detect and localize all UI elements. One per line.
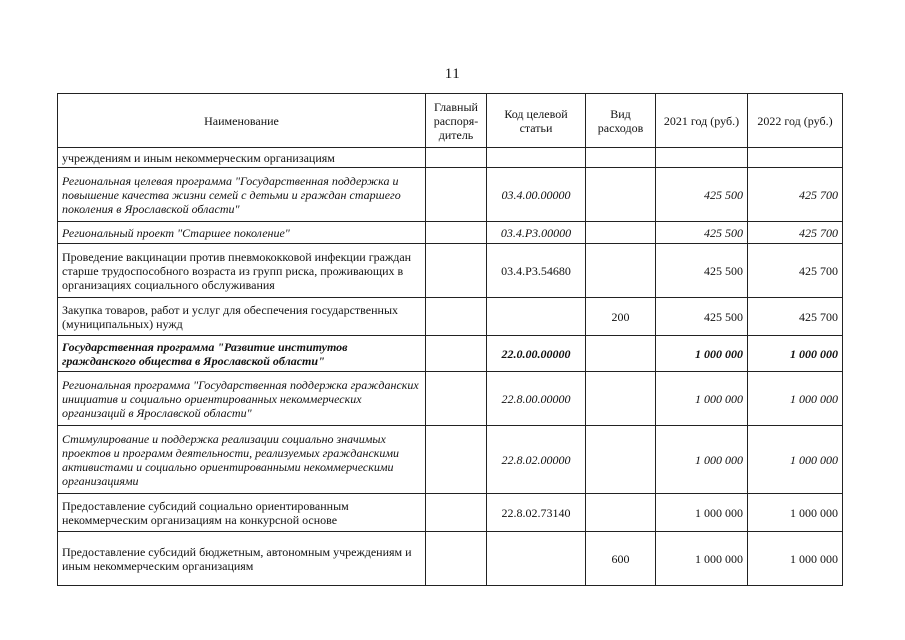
chief-cell xyxy=(426,372,487,426)
name-cell: Региональная программа "Государственная поддержка гражданских инициатив и социально ориентированных некоммерческих организаций в Ярославской области" xyxy=(58,372,426,426)
amount-2021-cell xyxy=(656,148,748,168)
table-row xyxy=(58,298,843,336)
header-kind: Вид расходов xyxy=(586,94,656,148)
chief-cell xyxy=(426,244,487,298)
code-cell: 03.4.Р3.00000 xyxy=(487,222,586,244)
name-cell: Региональная целевая программа "Государственная поддержка и повышение качества жизни семей с детьми и граждан старшего поколения в Ярославской области" xyxy=(58,168,426,222)
kind-cell xyxy=(586,494,656,532)
code-cell: 03.4.Р3.54680 xyxy=(487,244,586,298)
amount-2022-cell: 1 000 000 xyxy=(748,532,843,586)
page-number: 11 xyxy=(444,66,461,82)
table-row xyxy=(58,244,843,298)
table-header-row xyxy=(58,94,843,148)
amount-2022-cell: 425 700 xyxy=(748,168,843,222)
amount-2021-cell: 1 000 000 xyxy=(656,372,748,426)
name-cell: учреждениям и иным некоммерческим организациям xyxy=(58,148,426,168)
chief-cell xyxy=(426,336,487,372)
chief-cell xyxy=(426,494,487,532)
amount-2021-cell: 1 000 000 xyxy=(656,532,748,586)
header-2021: 2021 год (руб.) xyxy=(656,94,748,148)
amount-2021-cell: 425 500 xyxy=(656,244,748,298)
kind-cell xyxy=(586,148,656,168)
name-cell: Региональный проект "Старшее поколение" xyxy=(58,222,426,244)
amount-2022-cell: 425 700 xyxy=(748,244,843,298)
code-cell: 22.0.00.00000 xyxy=(487,336,586,372)
amount-2021-cell: 425 500 xyxy=(656,222,748,244)
table-row xyxy=(58,426,843,494)
amount-2021-cell: 425 500 xyxy=(656,168,748,222)
name-cell: Предоставление субсидий бюджетным, автономным учреждениям и иным некоммерческим организациям xyxy=(58,532,426,586)
name-cell: Предоставление субсидий социально ориентированным некоммерческим организациям на конкурсной основе xyxy=(58,494,426,532)
table-row xyxy=(58,336,843,372)
code-cell: 22.8.02.73140 xyxy=(487,494,586,532)
amount-2021-cell: 1 000 000 xyxy=(656,494,748,532)
amount-2021-cell: 1 000 000 xyxy=(656,336,748,372)
name-cell: Проведение вакцинации против пневмококковой инфекции граждан старше трудоспособного возраста из групп риска, проживающих в организациях социального обслуживания xyxy=(58,244,426,298)
amount-2022-cell: 1 000 000 xyxy=(748,426,843,494)
kind-cell xyxy=(586,426,656,494)
table-row xyxy=(58,532,843,586)
amount-2021-cell: 425 500 xyxy=(656,298,748,336)
code-cell xyxy=(487,298,586,336)
header-2022: 2022 год (руб.) xyxy=(748,94,843,148)
code-cell xyxy=(487,532,586,586)
chief-cell xyxy=(426,532,487,586)
code-cell: 22.8.02.00000 xyxy=(487,426,586,494)
kind-cell xyxy=(586,244,656,298)
amount-2022-cell: 1 000 000 xyxy=(748,336,843,372)
chief-cell xyxy=(426,298,487,336)
kind-cell xyxy=(586,222,656,244)
table-row xyxy=(58,148,843,168)
chief-cell xyxy=(426,168,487,222)
table-row xyxy=(58,222,843,244)
amount-2022-cell: 1 000 000 xyxy=(748,372,843,426)
kind-cell xyxy=(586,336,656,372)
name-cell: Закупка товаров, работ и услуг для обеспечения государственных (муниципальных) нужд xyxy=(58,298,426,336)
header-name: Наименование xyxy=(58,94,426,148)
chief-cell xyxy=(426,426,487,494)
table-row xyxy=(58,494,843,532)
table-row xyxy=(58,372,843,426)
kind-cell: 200 xyxy=(586,298,656,336)
name-cell: Государственная программа "Развитие институтов гражданского общества в Ярославской области" xyxy=(58,336,426,372)
chief-cell xyxy=(426,222,487,244)
chief-cell xyxy=(426,148,487,168)
amount-2021-cell: 1 000 000 xyxy=(656,426,748,494)
amount-2022-cell xyxy=(748,148,843,168)
amount-2022-cell: 1 000 000 xyxy=(748,494,843,532)
kind-cell: 600 xyxy=(586,532,656,586)
amount-2022-cell: 425 700 xyxy=(748,222,843,244)
kind-cell xyxy=(586,168,656,222)
table-row xyxy=(58,168,843,222)
amount-2022-cell: 425 700 xyxy=(748,298,843,336)
code-cell: 22.8.00.00000 xyxy=(487,372,586,426)
budget-table xyxy=(57,93,843,586)
name-cell: Стимулирование и поддержка реализации социально значимых проектов и программ деятельности, реализуемых гражданскими активистами и социально ориентированными некоммерческими организациями xyxy=(58,426,426,494)
code-cell: 03.4.00.00000 xyxy=(487,168,586,222)
code-cell xyxy=(487,148,586,168)
header-chief: Главный распоря-дитель xyxy=(426,94,487,148)
header-code: Код целевой статьи xyxy=(487,94,586,148)
kind-cell xyxy=(586,372,656,426)
